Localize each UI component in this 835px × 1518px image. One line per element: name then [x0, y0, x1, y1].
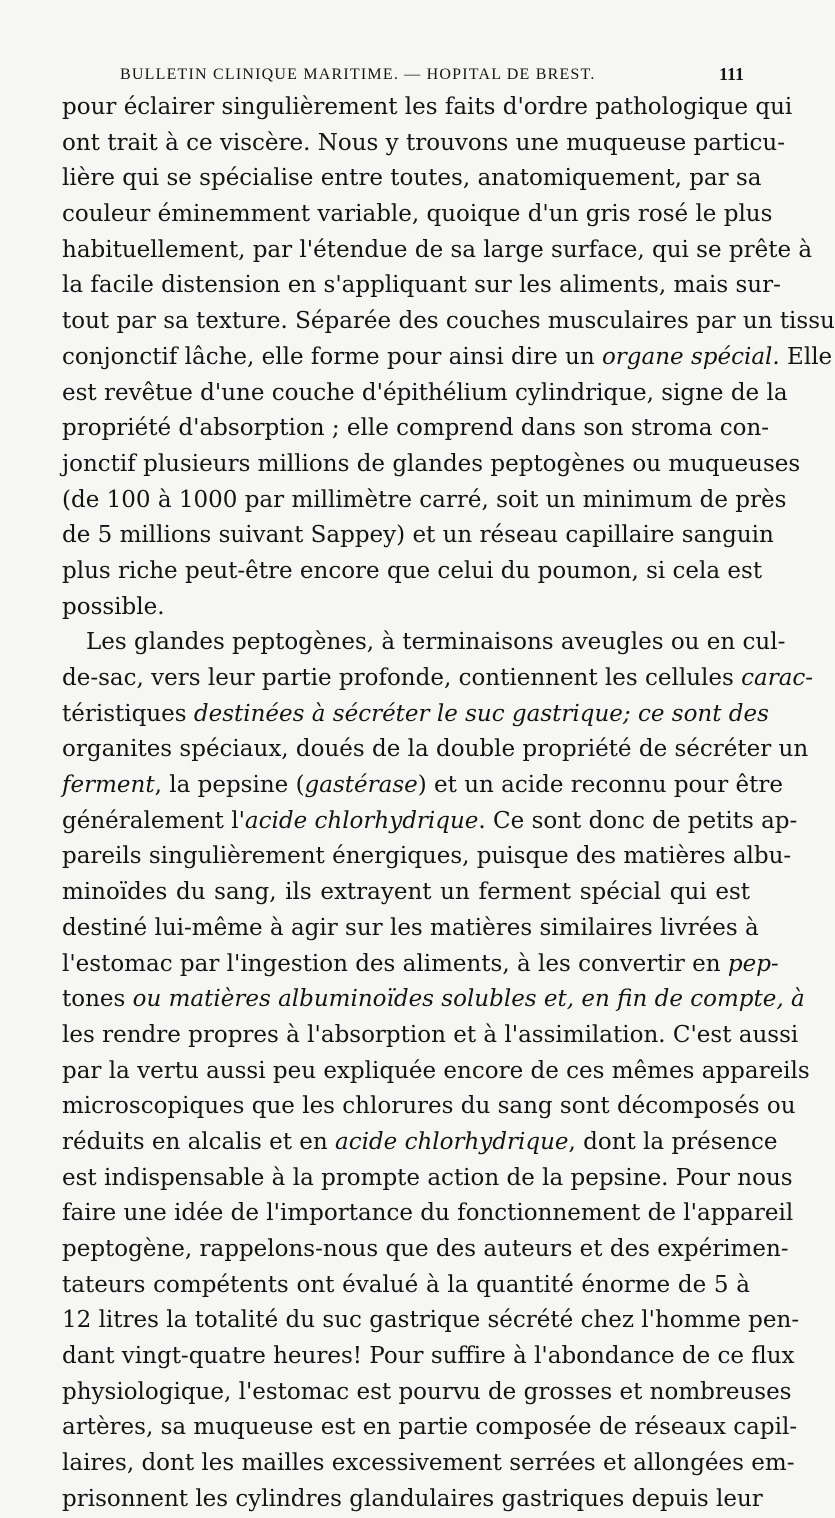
text-line: [62, 875, 750, 911]
text-line: [62, 982, 805, 1018]
text-segment: conjonctif lâche, elle forme pour ainsi dire un: [62, 343, 602, 370]
text-segment: possible.: [62, 593, 165, 620]
text-segment: habituellement, par l'étendue de sa large surface, qui se prête à: [62, 236, 813, 263]
text-segment: Les glandes peptogènes, à terminaisons aveugles ou en cul-: [86, 629, 786, 656]
document-page: [62, 62, 835, 1518]
text-segment: , dont la présence: [568, 1128, 778, 1155]
italic-text: carac-: [741, 665, 814, 691]
text-line: [62, 340, 833, 376]
text-segment: téristiques: [62, 700, 187, 727]
text-line: [62, 1196, 794, 1232]
text-line: [62, 233, 813, 269]
text-segment: tout par sa texture. Séparée des couches musculaires par un tissu: [62, 308, 835, 335]
text-segment: microscopiques que les chlorures du sang sont décomposés ou: [62, 1093, 796, 1120]
text-line: [62, 1482, 763, 1518]
text-segment: lière qui se spécialise entre toutes, anatomiquement, par sa: [62, 165, 762, 192]
text-line: [62, 483, 787, 519]
text-segment: ) et un acide reconnu pour être: [417, 772, 783, 799]
text-line: [62, 554, 763, 590]
text-line: [62, 304, 835, 340]
text-line: [62, 1303, 800, 1339]
text-segment: propriété d'absorption ; elle comprend dans son stroma con-: [62, 415, 770, 442]
text-segment: est indispensable à la prompte action de la pepsine. Pour nous: [62, 1164, 793, 1191]
text-line: [62, 804, 798, 840]
text-segment: . Elle: [772, 343, 833, 370]
text-segment: l'estomac par l'ingestion des aliments, à les convertir en: [62, 950, 728, 977]
text-segment: , la pepsine (: [154, 772, 305, 799]
text-line: [62, 197, 773, 233]
text-segment: organites spéciaux, doués de la double propriété de sécréter un: [62, 736, 809, 763]
text-segment: la facile distension en s'appliquant sur les aliments, mais sur-: [62, 272, 781, 299]
text-line: [62, 1232, 789, 1268]
italic-text: ferment: [62, 772, 155, 799]
text-segment: couleur éminemment variable, quoique d'un gris rosé le plus: [62, 201, 773, 228]
text-line: [62, 1089, 796, 1125]
text-segment: de-sac, vers leur partie profonde, contiennent les cellules: [62, 665, 742, 691]
text-line: [62, 126, 785, 162]
text-segment: (de 100 à 1000 par millimètre carré, soit un minimum de près: [62, 486, 787, 513]
text-line: [62, 90, 793, 126]
italic-text: ou matières albuminoïdes solubles et, en fin de compte, à: [125, 986, 805, 1013]
running-head: BULLETIN CLINIQUE MARITIME. — HOPITAL DE BREST.: [120, 66, 596, 83]
italic-text: organe spécial: [601, 343, 773, 370]
text-segment: tateurs compétents ont évalué à la quantité énorme de 5 à: [62, 1271, 750, 1298]
text-segment: minoïdes du sang, ils extrayent un ferment spécial qui est: [62, 879, 750, 906]
text-segment: est revêtue d'une couche d'épithélium cylindrique, signe de la: [62, 379, 788, 406]
text-segment: dant vingt-quatre heures! Pour suffire à l'abondance de ce flux: [62, 1343, 795, 1370]
text-line: [62, 1268, 750, 1304]
text-line: [62, 268, 781, 304]
text-line: [62, 1446, 795, 1482]
text-segment: . Ce sont donc de petits ap-: [478, 807, 798, 834]
text-segment: faire une idée de l'importance du fonctionnement de l'appareil: [62, 1200, 794, 1227]
text-line: [62, 161, 762, 197]
text-line: [62, 839, 792, 875]
text-segment: par la vertu aussi peu expliquée encore de ces mêmes appareils: [62, 1057, 810, 1084]
text-line: [62, 518, 774, 554]
text-segment: peptogène, rappelons-nous que des auteurs et des expérimen-: [62, 1236, 789, 1262]
text-segment: prisonnent les cylindres glandulaires gastriques depuis leur: [62, 1485, 763, 1512]
text-line: [62, 1410, 798, 1446]
text-line: [62, 768, 783, 804]
text-line: [62, 911, 759, 947]
text-segment: 12 litres la totalité du suc gastrique sécrété chez l'homme pen-: [62, 1307, 800, 1334]
italic-text: destinées à sécréter le suc gastrique; ce sont des: [186, 700, 769, 727]
text-segment: tones: [62, 986, 126, 1013]
italic-text: gastérase: [304, 772, 418, 799]
italic-text: acide chlorhydrique: [244, 807, 479, 834]
text-line: [62, 732, 809, 768]
text-segment: physiologique, l'estomac est pourvu de grosses et nombreuses: [62, 1378, 792, 1405]
page-header: [62, 62, 750, 90]
text-segment: ont trait à ce viscère. Nous y trouvons une muqueuse particu-: [62, 129, 785, 156]
text-line: [62, 590, 750, 626]
text-line: [62, 1339, 795, 1375]
text-line: [62, 411, 770, 447]
text-line: [62, 697, 769, 733]
text-line: [62, 447, 801, 483]
text-segment: de 5 millions suivant Sappey) et un réseau capillaire sanguin: [62, 522, 774, 549]
text-segment: les rendre propres à l'absorption et à l'assimilation. C'est aussi: [62, 1021, 799, 1048]
text-line: [62, 1054, 810, 1090]
text-line: [62, 1161, 793, 1197]
text-line: [62, 1018, 799, 1054]
page-number: 111: [718, 64, 744, 84]
text-segment: pour éclairer singulièrement les faits d'ordre pathologique qui: [62, 94, 793, 120]
text-segment: laires, dont les mailles excessivement serrées et allongées em-: [62, 1450, 795, 1477]
text-line: [62, 1125, 778, 1161]
text-line: [62, 661, 814, 697]
text-segment: plus riche peut-être encore que celui du poumon, si cela est: [62, 557, 763, 584]
body-text: [62, 90, 835, 1518]
text-segment: réduits en alcalis et en: [62, 1128, 335, 1155]
text-segment: artères, sa muqueuse est en partie composée de réseaux capil-: [62, 1414, 798, 1441]
text-line: [62, 947, 779, 983]
italic-text: pep-: [727, 950, 779, 977]
text-segment: pareils singulièrement énergiques, puisque des matières albu-: [62, 843, 792, 870]
text-line: [62, 376, 788, 412]
text-segment: jonctif plusieurs millions de glandes peptogènes ou muqueuses: [62, 450, 801, 477]
text-segment: destiné lui-même à agir sur les matières similaires livrées à: [62, 914, 759, 941]
text-line: [62, 1375, 792, 1411]
text-line: [62, 625, 786, 661]
text-segment: généralement l': [62, 807, 245, 834]
italic-text: acide chlorhydrique: [334, 1128, 569, 1155]
